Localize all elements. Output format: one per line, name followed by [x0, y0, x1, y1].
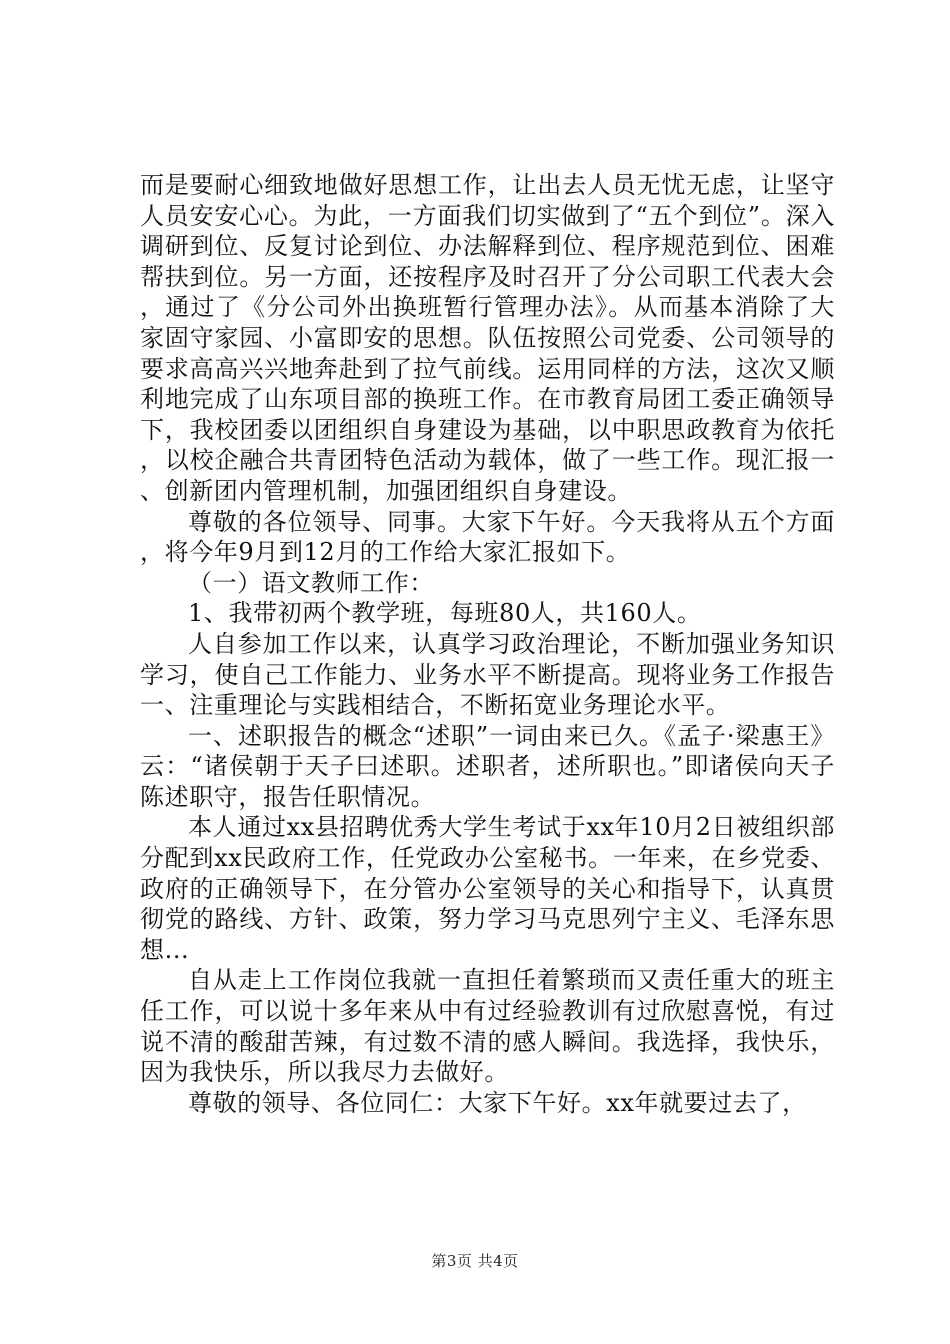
paragraph-class-info: 1、我带初两个教学班，每班80人，共160人。 — [188, 599, 702, 628]
paragraph-definition: 一、述职报告的概念“述职”一词由来已久。《孟子·梁惠王》云：“诸侯朝于天子曰述职。述职者，述所职也。”即诸侯向天子陈述职守，报告任职情况。 — [140, 721, 835, 811]
document-body — [140, 170, 835, 1118]
paragraph-greeting: 尊敬的各位领导、同事。大家下午好。今天我将从五个方面，将今年9月到12月的工作给大家汇报如下。 — [140, 507, 835, 567]
paragraph-study: 人自参加工作以来，认真学习政治理论，不断加强业务知识学习，使自己工作能力、业务水平不断提高。现将业务工作报告一、注重理论与实践相结合，不断拓宽业务理论水平。 — [140, 629, 835, 720]
page-footer: 第3页 共4页 — [431, 1252, 519, 1270]
paragraph-employment: 本人通过xx县招聘优秀大学生考试于xx年10月2日被组织部分配到xx民政府工作，任党政办公室秘书。一年来，在乡党委、政府的正确领导下，在分管办公室领导的关心和指导下，认真贯彻党的路线、方针、政策，努力学习马克思列宁主义、毛泽东思想... — [140, 813, 835, 964]
paragraph-continuation: 而是要耐心细致地做好思想工作，让出去人员无忧无虑，让坚守人员安安心心。为此，一方面我们切实做到了“五个到位”。深入调研到位、反复讨论到位、办法解释到位、程序规范到位、困难帮扶到位。另一方面，还按程序及时召开了分公司职工代表大会，通过了《分公司外出换班暂行管理办法》。从而基本消除了大家固守家园、小富即安的思想。队伍按照公司党委、公司领导的要求高高兴兴地奔赴到了拉气前线。运用同样的方法，这次又顺利地完成了山东项目部的换班工作。在市教育局团工委正确领导下，我校团委以团组织自身建设为基础，以中职思政教育为依托，以校企融合共青团特色活动为载体，做了一些工作。现汇报一、创新团内管理机制，加强团组织自身建设。 — [140, 171, 835, 505]
paragraph-section-heading: （一）语文教师工作： — [188, 568, 434, 597]
paragraph-closing-greeting: 尊敬的领导、各位同仁：大家下午好。xx年就要过去了， — [188, 1088, 807, 1117]
paragraph-head-teacher: 自从走上工作岗位我就一直担任着繁琐而又责任重大的班主任工作，可以说十多年来从中有过经验教训有过欣慰喜悦，有过说不清的酸甜苦辣，有过数不清的感人瞬间。我选择，我快乐，因为我快乐，所以我尽力去做好。 — [140, 966, 835, 1087]
